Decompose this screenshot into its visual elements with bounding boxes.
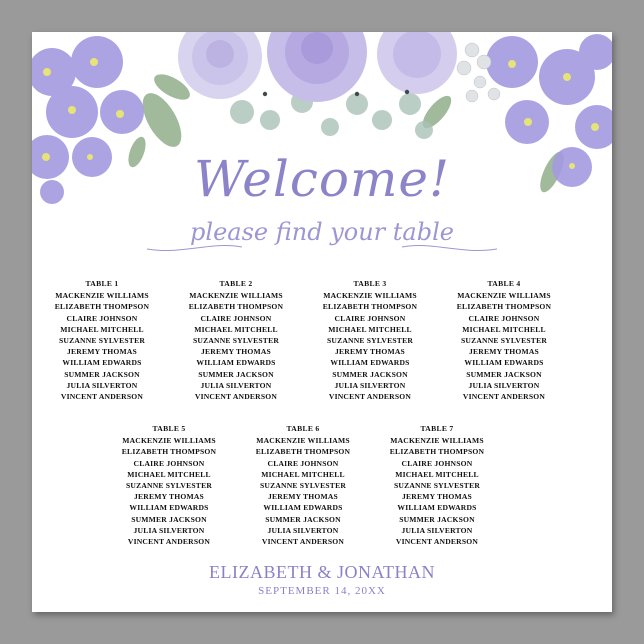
guest-name: MACKENZIE WILLIAMS [390, 436, 484, 446]
guest-name: WILLIAM EDWARDS [196, 358, 276, 368]
table-title: TABLE 6 [286, 424, 320, 433]
guest-name: MICHAEL MITCHELL [194, 324, 278, 334]
table-3 [305, 278, 435, 402]
couple-names: ELIZABETH & JONATHAN [209, 562, 435, 582]
guest-name: SUZANNE SYLVESTER [192, 336, 280, 346]
guest-name: JULIA SILVERTON [334, 380, 406, 390]
guest-name: SUMMER JACKSON [399, 514, 475, 524]
guest-name: SUZANNE SYLVESTER [460, 336, 548, 346]
guest-name: JEREMY THOMAS [67, 347, 137, 357]
guest-name: CLAIRE JOHNSON [133, 458, 205, 468]
guest-name: VINCENT ANDERSON [395, 537, 479, 547]
guest-name: JEREMY THOMAS [402, 492, 472, 502]
guest-name: SUMMER JACKSON [64, 369, 140, 379]
guest-name: CLAIRE JOHNSON [267, 458, 339, 468]
guest-name: ELIZABETH THOMPSON [255, 447, 351, 457]
table-1 [37, 278, 167, 402]
guest-name: ELIZABETH THOMPSON [322, 302, 418, 312]
guest-name: MICHAEL MITCHELL [127, 469, 211, 479]
guest-name: JULIA SILVERTON [200, 380, 272, 390]
guest-name: VINCENT ANDERSON [127, 537, 211, 547]
guest-name: JEREMY THOMAS [335, 347, 405, 357]
guest-name: SUMMER JACKSON [131, 514, 207, 524]
table-4 [439, 278, 569, 402]
roses [178, 32, 457, 102]
flourish-divider [142, 237, 502, 257]
welcome-heading: Welcome! [193, 150, 451, 208]
guest-name: MACKENZIE WILLIAMS [256, 436, 350, 446]
guest-name: SUZANNE SYLVESTER [125, 481, 213, 491]
guest-name: MACKENZIE WILLIAMS [323, 291, 417, 301]
floral-decoration [32, 32, 612, 242]
guest-name: JULIA SILVERTON [267, 525, 339, 535]
guest-name: WILLIAM EDWARDS [263, 503, 343, 513]
guest-name: VINCENT ANDERSON [261, 537, 345, 547]
guest-name: SUZANNE SYLVESTER [58, 336, 146, 346]
table-2 [171, 278, 301, 402]
table-title: TABLE 1 [85, 279, 119, 288]
guest-name: CLAIRE JOHNSON [66, 313, 138, 323]
guest-name: WILLIAM EDWARDS [129, 503, 209, 513]
guest-name: ELIZABETH THOMPSON [389, 447, 485, 457]
guest-name: WILLIAM EDWARDS [330, 358, 410, 368]
guest-name: CLAIRE JOHNSON [200, 313, 272, 323]
guest-name: SUMMER JACKSON [332, 369, 408, 379]
guest-name: JULIA SILVERTON [66, 380, 138, 390]
guest-name: MACKENZIE WILLIAMS [457, 291, 551, 301]
guest-name: JEREMY THOMAS [469, 347, 539, 357]
table-6 [238, 423, 368, 547]
guest-name: ELIZABETH THOMPSON [456, 302, 552, 312]
guest-name: MACKENZIE WILLIAMS [189, 291, 283, 301]
table-title: TABLE 4 [487, 279, 521, 288]
guest-name: CLAIRE JOHNSON [468, 313, 540, 323]
guest-name: VINCENT ANDERSON [60, 392, 144, 402]
table-title: TABLE 5 [152, 424, 186, 433]
guest-name: VINCENT ANDERSON [328, 392, 412, 402]
guest-name: MACKENZIE WILLIAMS [55, 291, 149, 301]
guest-name: ELIZABETH THOMPSON [121, 447, 217, 457]
guest-name: MICHAEL MITCHELL [395, 469, 479, 479]
guest-name: MACKENZIE WILLIAMS [122, 436, 216, 446]
guest-name: VINCENT ANDERSON [194, 392, 278, 402]
guest-name: MICHAEL MITCHELL [60, 324, 144, 334]
guest-name: MICHAEL MITCHELL [328, 324, 412, 334]
guest-name: ELIZABETH THOMPSON [54, 302, 150, 312]
guest-name: SUZANNE SYLVESTER [326, 336, 414, 346]
guest-name: WILLIAM EDWARDS [397, 503, 477, 513]
guest-name: SUMMER JACKSON [198, 369, 274, 379]
guest-name: JULIA SILVERTON [133, 525, 205, 535]
guest-name: VINCENT ANDERSON [462, 392, 546, 402]
guest-name: JULIA SILVERTON [401, 525, 473, 535]
table-title: TABLE 7 [420, 424, 454, 433]
guest-name: CLAIRE JOHNSON [334, 313, 406, 323]
guest-name: SUMMER JACKSON [466, 369, 542, 379]
guest-name: SUMMER JACKSON [265, 514, 341, 524]
guest-name: WILLIAM EDWARDS [464, 358, 544, 368]
guest-name: JEREMY THOMAS [201, 347, 271, 357]
table-title: TABLE 3 [353, 279, 387, 288]
subtitle: please find your table [190, 218, 454, 246]
seating-chart-poster [32, 32, 612, 612]
guest-name: MICHAEL MITCHELL [261, 469, 345, 479]
guest-name: WILLIAM EDWARDS [62, 358, 142, 368]
guest-name: JEREMY THOMAS [268, 492, 338, 502]
table-5 [104, 423, 234, 547]
guest-name: SUZANNE SYLVESTER [259, 481, 347, 491]
guest-name: JULIA SILVERTON [468, 380, 540, 390]
table-title: TABLE 2 [219, 279, 253, 288]
event-date: SEPTEMBER 14, 20XX [258, 585, 386, 597]
guest-name: SUZANNE SYLVESTER [393, 481, 481, 491]
table-7 [372, 423, 502, 547]
guest-name: CLAIRE JOHNSON [401, 458, 473, 468]
guest-name: MICHAEL MITCHELL [462, 324, 546, 334]
guest-name: JEREMY THOMAS [134, 492, 204, 502]
guest-name: ELIZABETH THOMPSON [188, 302, 284, 312]
